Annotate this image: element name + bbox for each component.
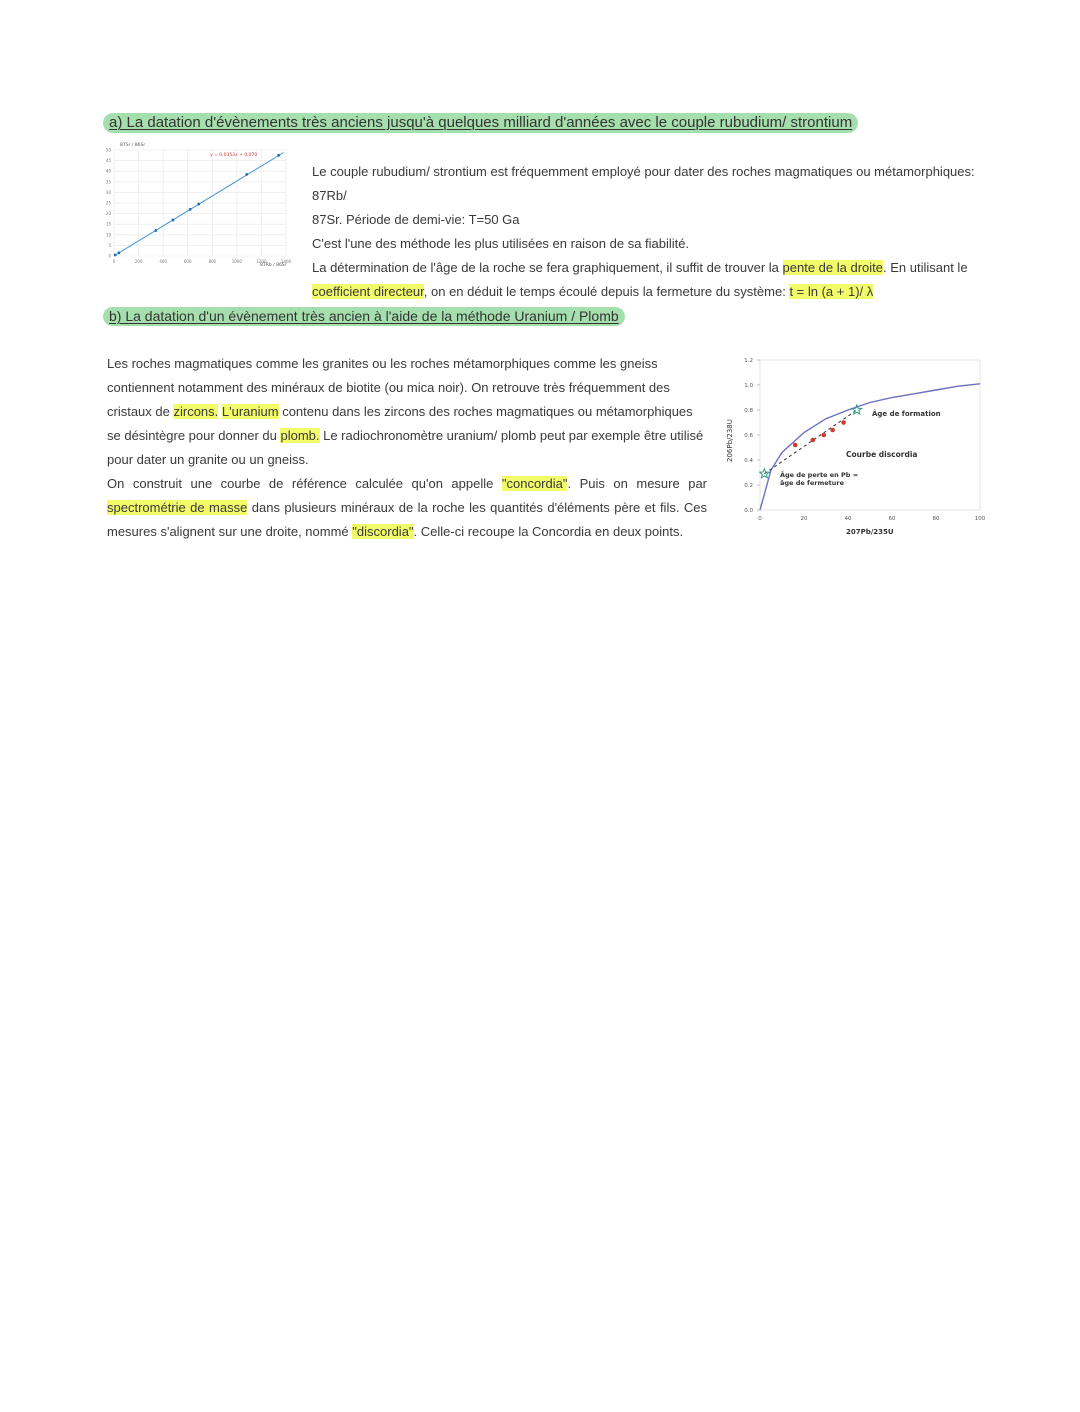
concordia-x-axis-label: 207Pb/235U — [846, 528, 894, 536]
highlight-discordia: "discordia" — [352, 524, 414, 539]
rb-sr-x-tick: 1400 — [280, 259, 292, 264]
rb-sr-point — [245, 173, 248, 176]
p2-text-a: On construit une courbe de référence calculée qu'on appelle — [107, 476, 502, 491]
rb-sr-x-tick: 0 — [112, 259, 116, 264]
highlight-spectrometrie: spectrométrie de masse — [107, 500, 248, 515]
highlight-coefficient: coefficient directeur — [312, 284, 424, 299]
rb-sr-x-tick: 1000 — [231, 259, 242, 264]
rb-sr-point — [154, 229, 157, 232]
rb-sr-point — [118, 251, 121, 254]
discordia-point — [841, 420, 846, 425]
highlight-zircons: zircons. — [173, 404, 219, 419]
rb-sr-y-tick: 15 — [105, 221, 111, 227]
rb-sr-x-tick: 200 — [134, 259, 143, 264]
annotation-age-formation: Âge de formation — [872, 410, 941, 418]
uranium-paragraph — [107, 352, 707, 472]
rb-sr-y-tick: 0 — [108, 253, 111, 259]
rb-sr-line-1: Le couple rubudium/ strontium est fréquemment employé pour dater des roches magmatiques ou métamorphiques: 87Rb/ — [312, 164, 975, 203]
rb-sr-x-tick: 600 — [183, 259, 192, 264]
annotation-perte-pb: Âge de perte en Pb = — [780, 471, 859, 479]
concordia-x-tick: 80 — [932, 516, 940, 522]
discordia-points — [793, 420, 846, 447]
concordia-y-tick: 0.8 — [744, 408, 753, 414]
rb-sr-point — [197, 203, 200, 206]
rb-sr-y-tick: 20 — [105, 211, 111, 217]
p2-text-b: . Puis on mesure par — [567, 476, 708, 491]
concordia-x-tick: 20 — [800, 516, 808, 522]
concordia-y-tick: 0.2 — [744, 483, 753, 489]
concordia-y-tick: 0.0 — [744, 508, 753, 514]
p2-text-c: dans plusieurs minéraux de la roche les quantités d'éléments père et fils. Ces mesures s'alignent sur une droite, nommé — [107, 500, 707, 539]
rb-sr-y-tick: 30 — [105, 189, 111, 195]
highlight-concordia: "concordia" — [501, 476, 568, 491]
concordia-x-tick: 60 — [888, 516, 896, 522]
rb-sr-x-tick: 800 — [208, 259, 217, 264]
p2-text-d: . Celle-ci recoupe la Concordia en deux points. — [413, 524, 684, 539]
rb-sr-x-axis-label: 87Rb / 86Sr — [260, 263, 287, 268]
rb-sr-y-tick: 45 — [105, 158, 111, 164]
rb-sr-y-tick: 10 — [105, 232, 111, 238]
annotation-courbe-discordia: Courbe discordia — [846, 450, 918, 459]
concordia-y-tick: 0.6 — [744, 433, 753, 439]
rb-sr-line-4 — [312, 256, 1012, 280]
section-a-heading: a) La datation d'évènements très anciens jusqu'à quelques milliard d'années avec le couple rubudium/ strontium — [103, 114, 858, 131]
rb-sr-y-tick: 5 — [108, 242, 111, 248]
concordia-y-axis-label: 206Pb/238U — [726, 419, 734, 462]
p1-text-d: Le radiochronomètre uranium/ plomb peut par exemple être utilisé pour dater un granite ou un gneiss. — [107, 428, 704, 467]
rb-sr-line-5 — [312, 280, 1012, 304]
discordia-point — [830, 428, 835, 433]
concordia-curve — [760, 384, 980, 510]
concordia-y-tick: 1.0 — [744, 383, 753, 389]
rb-sr-point — [114, 254, 117, 257]
concordia-ticks — [744, 358, 985, 522]
concordia-x-tick: 0 — [758, 516, 762, 522]
concordia-x-tick: 40 — [844, 516, 852, 522]
concordia-y-tick: 0.4 — [744, 458, 753, 464]
rb-sr-y-tick: 25 — [105, 200, 111, 206]
rb-sr-y-tick: 35 — [105, 179, 111, 185]
rb-sr-isochron-chart — [100, 140, 296, 292]
line-4-text: La détermination de l'âge de la roche se fera graphiquement, il suffit de trouver la — [312, 260, 783, 275]
discordia-line — [764, 410, 856, 474]
highlight-pente: pente de la droite — [782, 260, 883, 275]
section-a-text — [312, 160, 1012, 304]
highlight-plomb: plomb. — [280, 428, 320, 443]
rb-sr-x-tick: 400 — [159, 259, 167, 264]
line-5-text: , on en déduit le temps écoulé depuis la fermeture du système: — [423, 284, 790, 299]
rb-sr-y-tick: 40 — [105, 168, 111, 174]
formula-highlight: t = ln (a + 1)/ λ — [789, 284, 874, 299]
p1-text-c: contenu dans les zircons des roches magmatiques ou métamorphiques se désintègre pour donner du — [107, 404, 693, 443]
p1-text-a: Les roches magmatiques comme les granites ou les roches métamorphiques comme les gneiss contiennent notamment des minéraux de biotite (ou mica noir). On retrouve très fréquemment des cristaux de — [107, 356, 670, 419]
line-4-tail: . En utilisant le — [883, 260, 968, 275]
rb-sr-point — [277, 154, 280, 157]
rb-sr-line-2: 87Sr. Période de demi-vie: T=50 Ga — [312, 212, 520, 227]
annotation-age-fermeture: âge de fermeture — [780, 479, 845, 487]
concordia-chart — [722, 352, 990, 542]
concordia-y-tick: 1.2 — [744, 358, 753, 364]
discordia-point — [822, 433, 827, 438]
concordia-paragraph — [107, 472, 707, 544]
rb-sr-y-axis-label: 87Sr / 86Sr — [120, 143, 146, 148]
discordia-point — [811, 438, 816, 443]
rb-sr-line-3: C'est l'une des méthode les plus utilisées en raison de sa fiabilité. — [312, 236, 690, 251]
rb-sr-x-tick: 1200 — [256, 259, 267, 264]
section-b-heading: b) La datation d'un évènement très ancien à l'aide de la méthode Uranium / Plomb — [103, 308, 625, 324]
rb-sr-point — [189, 208, 192, 211]
discordia-point — [793, 443, 798, 448]
concordia-x-tick: 100 — [974, 516, 986, 522]
rb-sr-y-tick: 50 — [105, 147, 111, 153]
rb-sr-point — [172, 219, 175, 222]
rb-sr-equation: y = 0,0353x + 0,070 — [210, 153, 258, 158]
highlight-uranium: L'uranium — [221, 404, 279, 419]
